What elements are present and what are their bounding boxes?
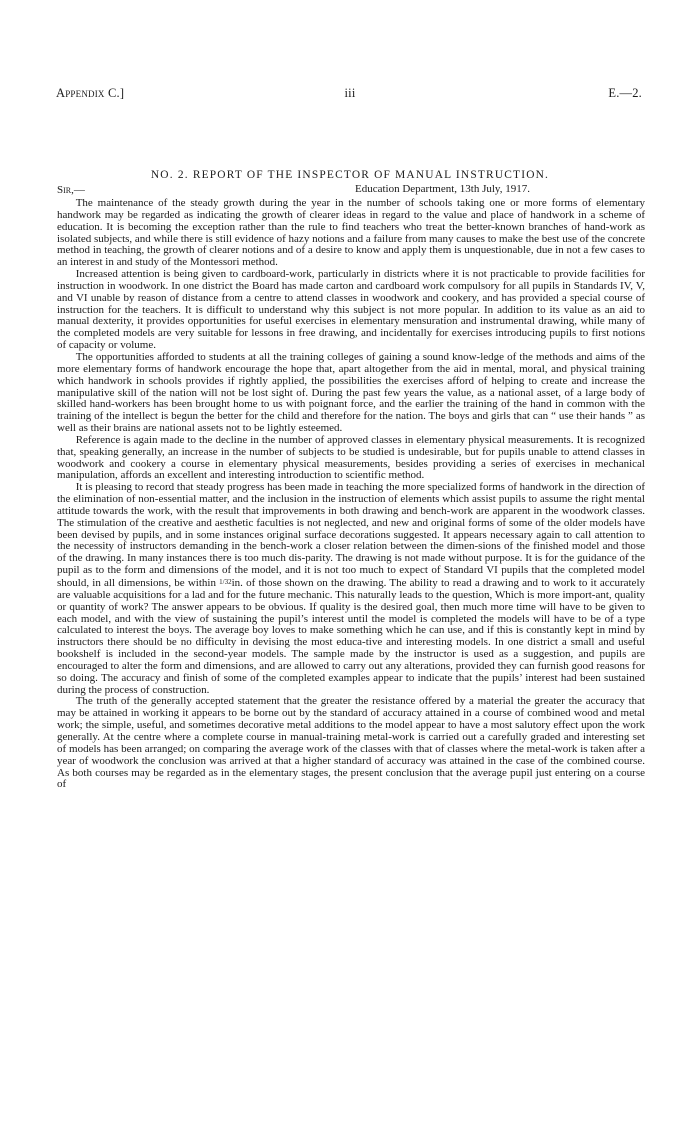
paragraph: The opportunities afforded to students at all the training colleges of gaining a sound know-ledge of the methods and aims of the more elementary forms of handwork encourage the hope that, apart altogether from the aid in mental, moral, and physical training which handwork in schools provides if rightly applied, the possibilities the exercises afford of helping to create and increase the manipulative skill of the nation will not be lost sight of. During the past few years the value, as a national asset, of a large body of skilled hand-workers has been brought home to us with poignant force, and the earlier the training of the hand in common with the training of the intellect is begun the better for the child and therefore for the nation. The boys and girls that can “ use their hands ” as well as their brains are national assets not to be lightly esteemed.	[57, 350, 645, 435]
salutation: Sir,—	[57, 184, 85, 196]
paragraph: The maintenance of the steady growth during the year in the number of schools taking one or more forms of elementary handwork may be regarded as indicating the growth of clearer ideas in regard to the value and place of handwork in a scheme of education. It is becoming the exception rather than the rule to find teachers who treat the better-known branches of hand-work as isolated subjects, and while there is still evidence of hazy notions and a failure from many causes to make the best use of the concrete method in teaching, the growth of clearer notions and of a desire to know and apply them is unquestionable, due in not a few cases to an interest in and study of the Montessori method.	[57, 197, 646, 269]
report-title: NO. 2. REPORT OF THE INSPECTOR OF MANUAL INSTRUCTION.	[150, 169, 550, 181]
running-header-left: Appendix C.]	[56, 86, 125, 100]
paragraph: The truth of the generally accepted statement that the greater the resistance offered by a material the greater the accuracy that may be attained in working it appears to be borne out by the standard of accuracy attained in a course of combined wood and metal work; the simple, useful, and sometimes decorative metal additions to the model appear to have a most salutory effect upon the work generally. At the centre where a complete course in manual-training metal-work is carried out a carefully graded and interesting set of models has been arranged; on comparing the average work of the classes with that of classes where the metal-work is taken after a year of woodwork the conclusion was arrived at that a higher standard of accuracy was attained in the case of the combined course. As both courses may be regarded as in the elementary stages, the present conclusion that the average pupil just entering on a course of	[57, 695, 645, 791]
paragraph	[57, 482, 645, 696]
paragraph-text: in. of those shown on the drawing. The ability to read a drawing and to work to it accurately are valuable acquisitions for a lad and for the future mechanic. This naturally leads to the question, Which is more import-ant, quality or quantity of work? The answer appears to be obvious. If quality is the desired goal, then much more time will have to be given to each model, and with the view of sustaining the pupil’s interest until the model is completed the models will have to be of a type calculated to interest the boys. The average boy loves to make something which he can use, and if this is constantly kept in mind by instructors there should be no difficulty in devising the most educa-tive and interesting models. In one district a small and useful bookshelf is included in the second-year models. The sample made by the instructor is used as a suggestion, and pupils are encouraged to alter the form and dimensions, and are allowed to carry out any alterations, provided they can furnish good reasons for so doing. The accuracy and finish of some of the completed examples appear to indicate that the pupils’ interest had been sustained during the process of construction.	[57, 577, 646, 696]
fraction: 1/32	[219, 578, 232, 586]
paragraph: Increased attention is being given to cardboard-work, particularly in districts where it is not practicable to provide facilities for instruction in woodwork. In one district the Board has made carton and cardboard work compulsory for all pupils in Standards IV, V, and VI unable by reason of distance from a centre to attend classes in woodwork and cookery, and has provided a special course of instruction for the teachers. It is difficult to understand why this subject is not more popular. In addition to its value as an aid to manual dexterity, it provides opportunities for useful exercises in elementary mensuration and instrumental drawing, while many of the completed models are very suitable for lessons in free drawing, and incidentally for exercises introducing pupils to first notions of capacity or volume.	[57, 268, 645, 352]
page-number: iii	[344, 86, 356, 100]
paragraph: Reference is again made to the decline in the number of approved classes in elementary physical measurements. It is recognized that, speaking generally, an increase in the number of subjects to be studied is undesirable, but for pupils unable to attend classes in woodwork and cookery a course in elementary physical measurements, besides providing a series of exercises in mechanical manipulation, affords an excellent and interesting introduction to scientific method.	[57, 433, 645, 482]
running-header-right: E.—2.	[608, 86, 642, 100]
paragraph-text: It is pleasing to record that steady progress has been made in teaching the more specialized forms of handwork in the direction of the elimination of non-essential matter, and the inclusion in the instruction of elements which assist pupils to assume the right mental attitude towards the work, with the result that improvements in both drawing and bench-work are apparent in the woodwork classes. The stimulation of the creative and aesthetic faculties is not neglected, and new and original forms of some of the older models have been devised by pupils, and in some instances original surface decorations suggested. It appears necessary again to call attention to the necessity of instructors demanding in the bench-work a closer relation between the dimen-sions of the finished model and those of the drawing. In many instances there is too much dis-parity. The drawing is not made without purpose. It is for the guidance of the pupil as to the form and dimensions of the model, and it is not too much to expect of Standard VI pupils that the completed model should, in all dimensions, be within	[57, 481, 645, 589]
dateline: Education Department, 13th July, 1917.	[355, 183, 530, 195]
report-body	[57, 198, 645, 791]
